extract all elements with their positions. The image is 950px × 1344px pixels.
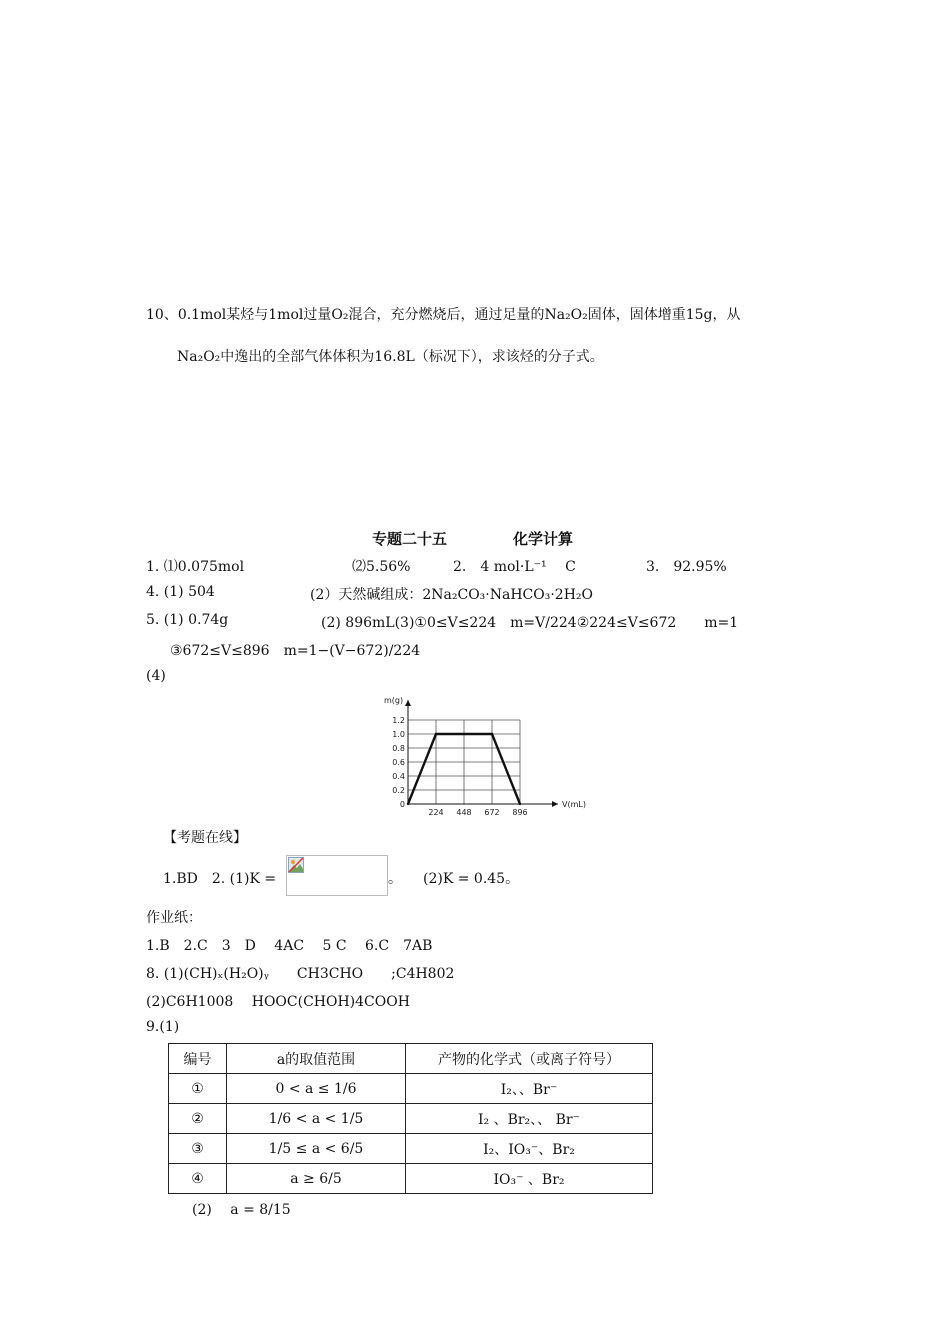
- y-tick-label: 0.2: [392, 786, 405, 795]
- section-title-part1: 专题二十五: [372, 530, 448, 548]
- table-cell: ③: [169, 1134, 227, 1164]
- answer-5a: 5. (1) 0.74g: [146, 612, 229, 628]
- y-tick-label: 0.8: [392, 744, 405, 753]
- data-point: [407, 803, 409, 805]
- online-heading: 【考题在线】: [163, 830, 247, 846]
- answer-1a: 1. ⑴0.075mol: [146, 559, 245, 575]
- x-tick-label: 672: [484, 808, 500, 817]
- table-cell: I₂ 、Br₂、、 Br⁻: [406, 1104, 653, 1134]
- answer-1b: ⑵5.56%: [352, 559, 411, 575]
- table-header: a的取值范围: [227, 1044, 406, 1074]
- y-tick-label: 1.2: [392, 716, 405, 725]
- question-10-line2: Na₂O₂中逸出的全部气体体积为16.8L（标况下），求该烃的分子式。: [177, 349, 604, 365]
- data-point: [491, 733, 493, 735]
- table-header: 编号: [169, 1044, 227, 1074]
- question-10-line1: 10、0.1mol某烃与1mol过量O₂混合，充分燃烧后，通过足量的Na₂O₂固体，固体增重15g，从: [146, 307, 741, 323]
- answer-5c: ③672≤V≤896 m=1−(V−672)/224: [170, 643, 421, 659]
- y-axis-label: m(g): [384, 696, 404, 705]
- y-tick-label: 0: [399, 800, 405, 809]
- table-cell: ②: [169, 1104, 227, 1134]
- homework-line1: 1.B 2.C 3 D 4AC 5 C 6.C 7AB: [146, 938, 433, 954]
- table-cell: 1/5 ≤ a < 6/5: [227, 1134, 406, 1164]
- x-axis-label: V(mL): [562, 800, 586, 809]
- homework-line4: 9.(1): [146, 1019, 180, 1035]
- x-tick-label: 224: [428, 808, 444, 817]
- y-tick-label: 1.0: [392, 730, 405, 739]
- table-cell: I₂、IO₃⁻、Br₂: [406, 1134, 653, 1164]
- data-point: [435, 733, 437, 735]
- answer-5b: (2) 896mL(3)①0≤V≤224 m=V/224②224≤V≤672 m=1: [321, 615, 739, 631]
- section-title-part2: 化学计算: [513, 530, 574, 548]
- answer-2: 2. 4 mol·L⁻¹ C: [453, 559, 576, 575]
- table-cell: IO₃⁻ 、Br₂: [406, 1164, 653, 1194]
- x-tick-label: 896: [512, 808, 528, 817]
- table-header-row: [169, 1044, 653, 1074]
- y-tick-label: 0.6: [392, 758, 405, 767]
- data-point: [519, 803, 521, 805]
- answer-table: [168, 1043, 653, 1194]
- y-tick-label: 0.4: [392, 772, 405, 781]
- answer-5d: (4): [146, 668, 166, 684]
- y-axis-arrow: [405, 700, 411, 706]
- answer-4a: 4. (1) 504: [146, 584, 215, 600]
- broken-image-icon: [288, 857, 304, 873]
- table-cell: a ≥ 6/5: [227, 1164, 406, 1194]
- online-answer-a: 1.BD 2. (1)K =: [163, 871, 277, 887]
- table-row: [169, 1134, 653, 1164]
- table-header: 产物的化学式（或离子符号）: [406, 1044, 653, 1074]
- table-cell: I₂、、Br⁻: [406, 1074, 653, 1104]
- homework-line2: 8. (1)(CH)ₓ(H₂O)ᵧ CH3CHO ;C4H802: [146, 966, 455, 982]
- table-cell: ④: [169, 1164, 227, 1194]
- homework-line3: (2)C6H1008 HOOC(CHOH)4COOH: [146, 994, 410, 1010]
- mass-volume-chart: [370, 692, 586, 822]
- homework-heading: 作业纸：: [146, 910, 202, 926]
- answer-4b: (2）天然碱组成：2Na₂CO₃·NaHCO₃·2H₂O: [310, 587, 594, 603]
- answer-3: 3. 92.95%: [646, 559, 727, 575]
- table-cell: 0 < a ≤ 1/6: [227, 1074, 406, 1104]
- x-axis-arrow: [552, 801, 558, 807]
- homework-line5: (2) a = 8/15: [192, 1202, 291, 1218]
- table-cell: ①: [169, 1074, 227, 1104]
- table-row: [169, 1164, 653, 1194]
- table-row: [169, 1104, 653, 1134]
- table-row: [169, 1074, 653, 1104]
- x-tick-label: 448: [456, 808, 472, 817]
- online-answer-b: 。 (2)K = 0.45。: [388, 871, 520, 887]
- table-cell: 1/6 < a < 1/5: [227, 1104, 406, 1134]
